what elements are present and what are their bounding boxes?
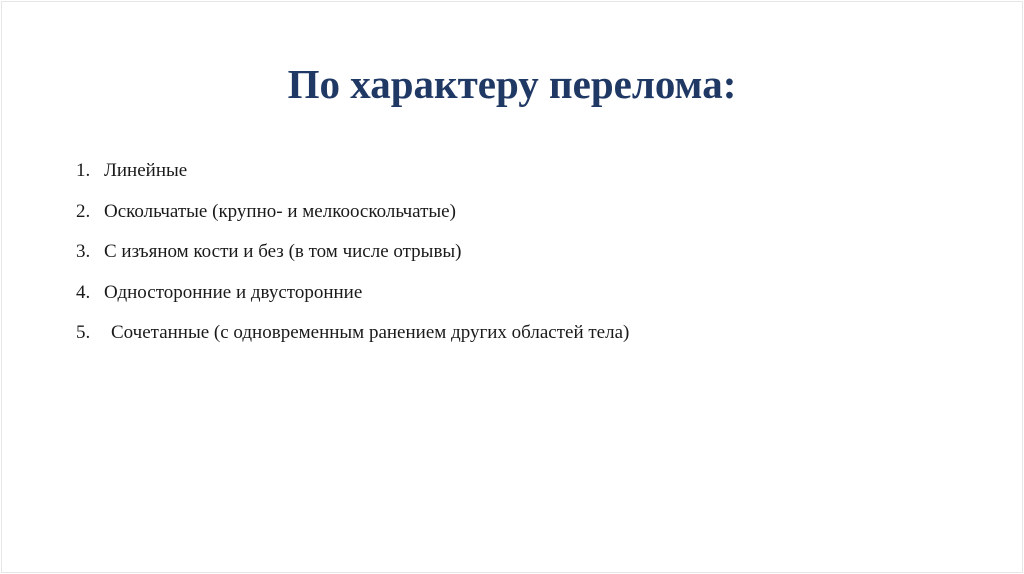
list-item (76, 156, 629, 197)
list-item-text: Односторонние и двусторонние (104, 281, 363, 303)
list-item-text: Линейные (104, 160, 188, 181)
list-item-number: 1. (76, 160, 91, 181)
list-item-text: Сочетанные (с одновременным ранением других областей тела) (111, 322, 630, 343)
list-item (76, 197, 629, 238)
list-item-number: 5. (76, 322, 91, 343)
list-item (76, 318, 629, 359)
list-item (76, 237, 629, 278)
list-item-text: С изъяном кости и без (в том числе отрывы) (104, 241, 462, 262)
fracture-type-list (76, 156, 629, 359)
slide-title: По характеру перелома: (287, 61, 737, 107)
list-item-number: 4. (76, 281, 91, 303)
list-item-number: 2. (76, 200, 91, 222)
list-item (76, 278, 629, 319)
list-item-text: Оскольчатые (крупно- и мелкооскольчатые) (104, 200, 456, 222)
list-item-number: 3. (76, 241, 91, 262)
